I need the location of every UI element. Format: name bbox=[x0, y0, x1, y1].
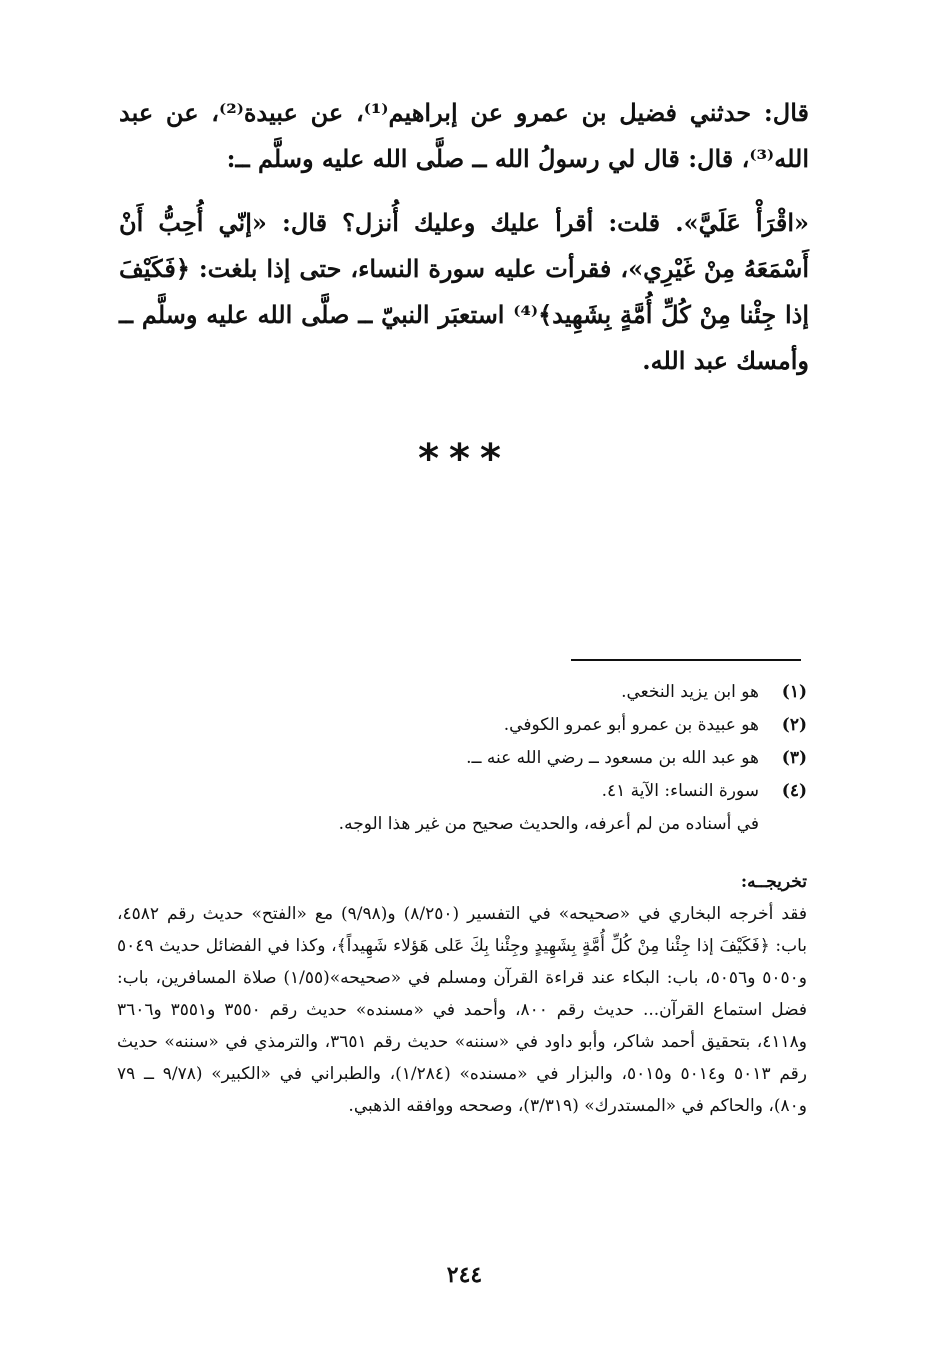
main-paragraph: قال: حدثني فضيل بن عمرو عن إبراهيم⁽¹⁾، عن عبيدة⁽²⁾، عن عبد الله⁽³⁾، قال: قال لي رسولُ الله ــ صلَّى الله عليه وسلَّم ــ: bbox=[119, 98, 809, 173]
footnote-item bbox=[117, 775, 807, 808]
footnote-note: في أسناده من لم أعرفه، والحديث صحيح من غير هذا الوجه. bbox=[338, 814, 759, 834]
page-number: ٢٤٤ bbox=[446, 1262, 483, 1288]
section-separator: *** bbox=[418, 436, 511, 482]
main-text bbox=[119, 90, 809, 384]
footnotes bbox=[117, 676, 807, 841]
takhrij-section bbox=[117, 866, 807, 1122]
footnote-divider bbox=[571, 659, 801, 661]
footnote-item bbox=[117, 742, 807, 775]
footnote-item bbox=[117, 676, 807, 709]
footnote-number: (٤) bbox=[781, 781, 807, 801]
footnote-text: سورة النساء: الآية ٤١. bbox=[601, 781, 759, 801]
footnote-text: هو عبد الله بن مسعود ــ رضي الله عنه ــ. bbox=[466, 748, 759, 768]
footnote-number: (١) bbox=[781, 682, 807, 702]
footnote-number: (٣) bbox=[781, 748, 807, 768]
footnote-text: هو عبيدة بن عمرو أبو عمرو الكوفي. bbox=[503, 715, 759, 735]
footnote-number: (٢) bbox=[781, 715, 807, 735]
takhrij-heading: تخريجــه: bbox=[740, 872, 807, 892]
takhrij-body: فقد أخرجه البخاري في «صحيحه» في التفسير (٨/٢٥٠) و(٩/٩٨) مع «الفتح» حديث رقم ٤٥٨٢، باب: ﴿فَكَيْفَ إذا جِئْنا مِنْ كُلِّ أُمَّةٍ بِشَهِيدٍ وجِئْنا بِكَ عَلى هَؤلاء شَهِيداً﴾، وكذا في الفضائل حديث ٥٠٤٩ و٥٠٥٠ و٥٠٥٦، باب: البكاء عند قراءة القرآن ومسلم في «صحيحه»(١/٥٥) صلاة المسافرين، باب: فضل استماع القرآن... حديث رقم ٨٠٠، وأحمد في «مسنده» حديث رقم ٣٥٥٠ و٣٥٥١ و٣٦٠٦ و٤١١٨، بتحقيق أحمد شاكر، وأبو داود في «سننه» حديث رقم ٣٦٥١، والترمذي في «سننه» حديث رقم ٥٠١٣ و٥٠١٤ و٥٠١٥، والبزار في «مسنده» (١/٢٨٤)، والطبراني في «الكبير» (٩/٧٨ ــ ٧٩ و٨٠)، والحاكم في «المستدرك» (٣/٣١٩)، وصححه ووافقه الذهبي. bbox=[117, 904, 807, 1116]
footnote-text: هو ابن يزيد النخعي. bbox=[621, 682, 759, 702]
main-paragraph: «اقْرَأْ عَلَيَّ». قلت: أقرأ عليك وعليك أُنزل؟ قال: «إنّي أُحِبُّ أَنْ أَسْمَعَهُ مِنْ غَيْرِي»، فقرأت عليه سورة النساء، حتى إذا بلغت: ﴿فَكَيْفَ إذا جِئْنا مِنْ كُلِّ أُمَّةٍ بِشَهِيد﴾⁽⁴⁾ استعبَر النبيّ ــ صلَّى الله عليه وسلَّم ــ وأمسك عبد الله. bbox=[119, 208, 810, 375]
footnote-item bbox=[117, 709, 807, 742]
